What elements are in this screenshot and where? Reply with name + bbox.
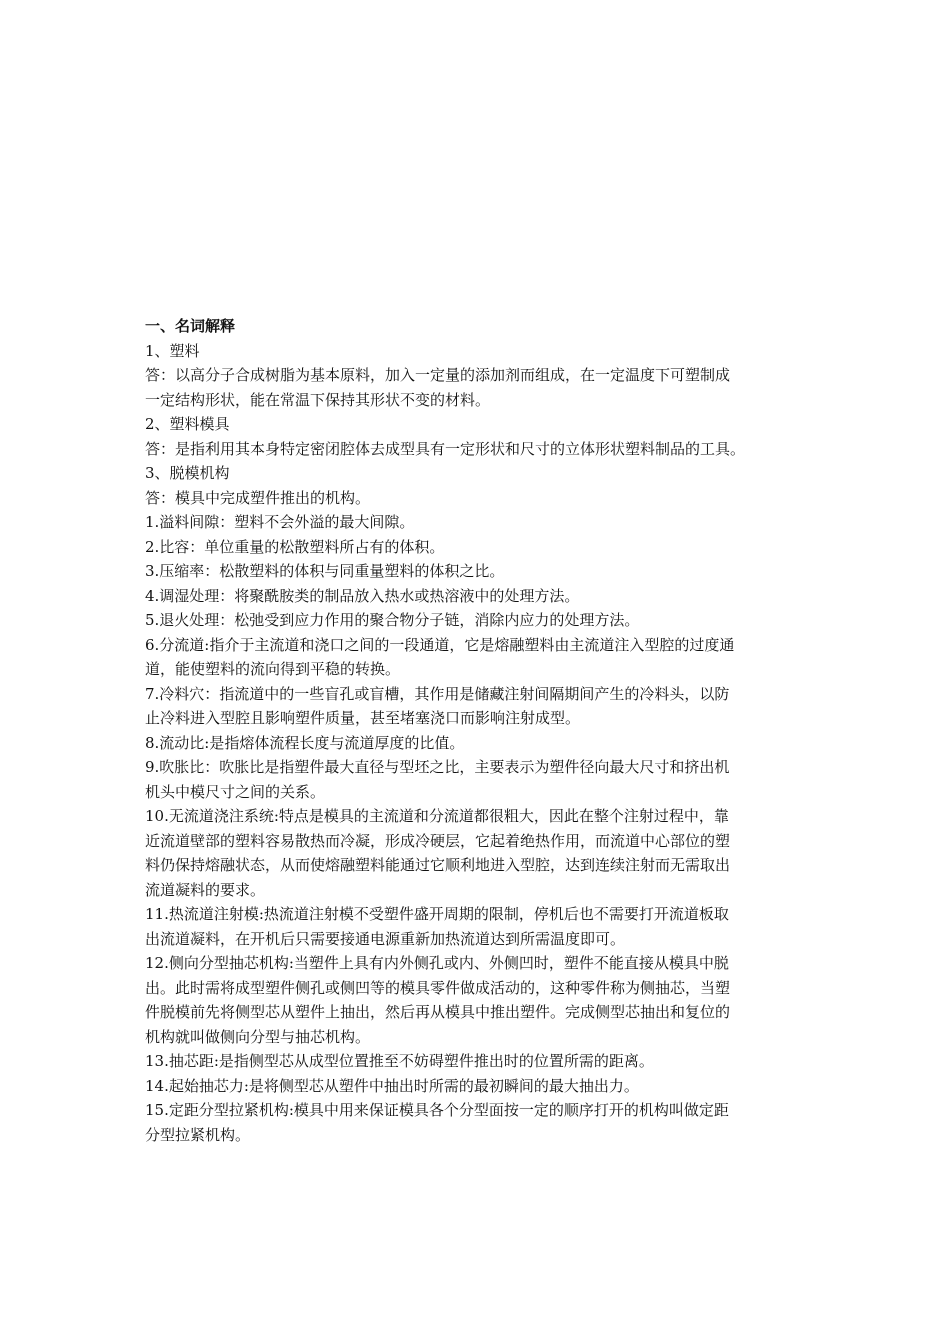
text-line: 3.压缩率：松散塑料的体积与同重量塑料的体积之比。 (145, 562, 505, 580)
text-line: 答：是指利用其本身特定密闭腔体去成型具有一定形状和尺寸的立体形状塑料制品的工具。 (145, 439, 746, 458)
section-title: 一、名词解释 (145, 317, 236, 335)
text-lines (145, 339, 813, 1148)
text-line: 7.冷料穴：指流道中的一些盲孔或盲槽，其作用是储藏注射间隔期间产生的冷料头，以防 (145, 684, 730, 703)
text-line: 15.定距分型拉紧机构:模具中用来保证模具各个分型面按一定的顺序打开的机构叫做定距 (145, 1101, 729, 1119)
text-line: 1、塑料 (145, 341, 200, 360)
text-line: 出。此时需将成型塑件侧孔或侧凹等的模具零件做成活动的，这种零件称为侧抽芯，当塑 (145, 978, 731, 997)
text-line: 料仍保持熔融状态，从而使熔融塑料能通过它顺利地进入型腔，达到连续注射而无需取出 (145, 856, 731, 874)
text-line: 9.吹胀比：吹胀比是指塑件最大直径与型坯之比，主要表示为塑件径向最大尺寸和挤出机 (145, 758, 730, 776)
text-line: 答：以高分子合成树脂为基本原料，加入一定量的添加剂而组成，在一定温度下可塑制成 (145, 366, 731, 384)
text-line: 3、脱模机构 (145, 464, 230, 482)
text-line: 4.调湿处理：将聚酰胺类的制品放入热水或热溶液中的处理方法。 (145, 586, 580, 605)
text-line: 12.侧向分型抽芯机构:当塑件上具有内外侧孔或内、外侧凹时，塑件不能直接从模具中脱 (145, 954, 729, 972)
text-line: 道，能使塑料的流向得到平稳的转换。 (145, 660, 401, 678)
text-line: 14.起始抽芯力:是将侧型芯从塑件中抽出时所需的最初瞬间的最大抽出力。 (145, 1076, 639, 1095)
text-line: 止冷料进入型腔且影响塑件质量，甚至堵塞浇口而影响注射成型。 (145, 709, 581, 727)
text-line: 6.分流道:指介于主流道和浇口之间的一段通道，它是熔融塑料由主流道注入型腔的过度通 (145, 635, 735, 654)
text-line: 机头中模尺寸之间的关系。 (145, 782, 326, 801)
text-line: 一定结构形状，能在常温下保持其形状不变的材料。 (145, 390, 491, 409)
text-line: 件脱模前先将侧型芯从塑件上抽出，然后再从模具中推出塑件。完成侧型芯抽出和复位的 (145, 1003, 731, 1021)
text-line: 机构就叫做侧向分型与抽芯机构。 (145, 1027, 371, 1046)
text-line: 13.抽芯距:是指侧型芯从成型位置推至不妨碍塑件推出时的位置所需的距离。 (145, 1052, 654, 1070)
text-line: 流道凝料的要求。 (145, 880, 266, 899)
text-line: 5.退火处理：松弛受到应力作用的聚合物分子链，消除内应力的处理方法。 (145, 611, 640, 629)
text-line: 8.流动比:是指熔体流程长度与流道厚度的比值。 (145, 733, 465, 752)
text-line: 2.比容：单位重量的松散塑料所占有的体积。 (145, 537, 445, 556)
text-line: 1.溢料间隙：塑料不会外溢的最大间隙。 (145, 513, 415, 531)
text-line: 出流道凝料，在开机后只需要接通电源重新加热流道达到所需温度即可。 (145, 929, 626, 948)
text-line: 10.无流道浇注系统:特点是模具的主流道和分流道都很粗大，因此在整个注射过程中，靠 (145, 807, 729, 825)
document-body (145, 314, 813, 1147)
text-line: 答：模具中完成塑件推出的机构。 (145, 488, 371, 507)
text-line: 2、塑料模具 (145, 415, 230, 433)
text-line: 11.热流道注射模:热流道注射模不受塑件盛开周期的限制，停机后也不需要打开流道板取 (145, 905, 729, 923)
text-line: 分型拉紧机构。 (145, 1125, 251, 1144)
text-line: 近流道壁部的塑料容易散热而冷凝，形成冷硬层，它起着绝热作用，而流道中心部位的塑 (145, 831, 731, 850)
